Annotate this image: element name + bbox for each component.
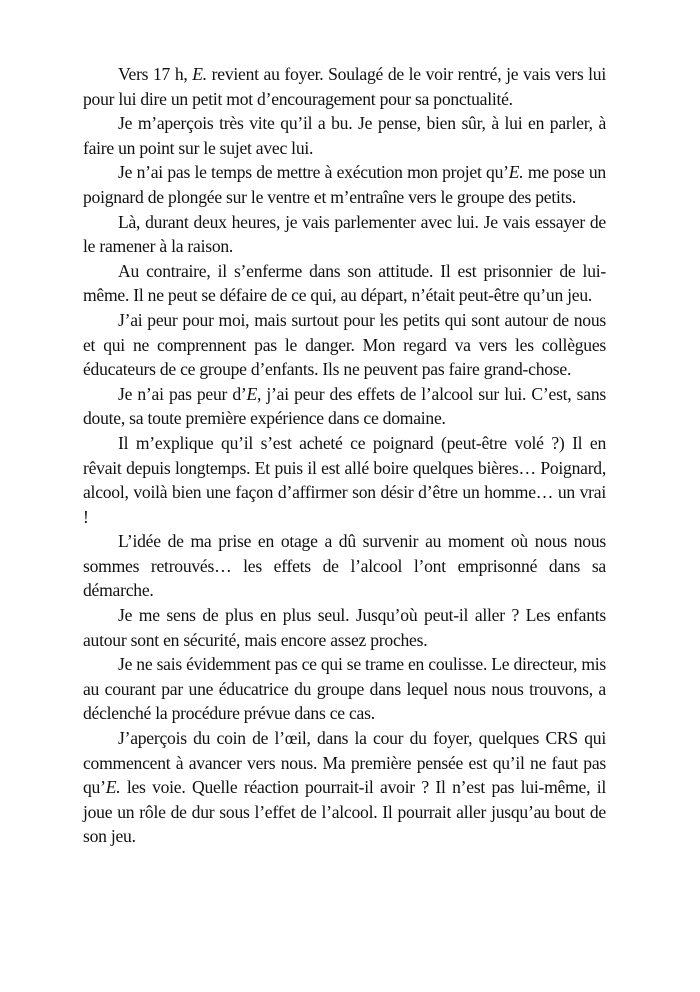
paragraph (83, 111, 606, 160)
italic-name-text: E. (508, 162, 524, 183)
paragraph (83, 210, 606, 259)
paragraph-text: revient au foyer. Soulagé de le voir rentré, je vais vers lui pour lui dire un petit mot d’encouragement pour sa ponctualité. (83, 64, 606, 109)
italic-name-text: E. (192, 64, 207, 84)
paragraph-text: Là, durant deux heures, je vais parlementer avec lui. Je vais essayer de le ramener à la raison. (83, 211, 606, 257)
paragraph-text: Je n’ai pas le temps de mettre à exécution mon projet qu’ (118, 162, 509, 183)
paragraph-text: Il m’explique qu’il s’est acheté ce poignard (peut-être volé ?) Il en rêvait depuis longtemps. Et puis il est allé boire quelques bières… Poignard, alcool, voilà bien une façon d’affirmer son désir d’être un homme… un vrai ! (83, 432, 606, 527)
paragraph (83, 529, 606, 603)
paragraph (83, 308, 606, 382)
paragraph-text: Au contraire, il s’enferme dans son attitude. Il est prisonnier de lui-même. Il ne peut se défaire de ce qui, au départ, n’était peut-être qu’un jeu. (83, 260, 606, 306)
paragraph (83, 382, 606, 431)
paragraph-text: J’ai peur pour moi, mais surtout pour les petits qui sont autour de nous et qui ne comprennent pas le danger. Mon regard va vers les collègues éducateurs de ce groupe d’enfants. Ils ne peuvent pas faire grand-chose. (83, 309, 606, 380)
paragraph (83, 652, 606, 726)
paragraph (83, 726, 606, 849)
paragraph-text: L’idée de ma prise en otage a dû survenir au moment où nous nous sommes retrouvés… les effets de l’alcool l’ont emprisonné dans sa démarche. (83, 531, 606, 601)
paragraph-text: , j’ai peur des effets de l’alcool sur lui. C’est, sans doute, sa toute première expérience dans ce domaine. (83, 383, 606, 429)
paragraph (83, 160, 606, 209)
paragraph-text: J’aperçois du coin de l’œil, dans la cour du foyer, quelques CRS qui commencent à avancer vers nous. Ma première pensée est qu’il ne faut pas qu’ (83, 728, 606, 798)
paragraph-text: Je me sens de plus en plus seul. Jusqu’où peut-il aller ? Les enfants autour sont en sécurité, mais encore assez proches. (83, 605, 606, 650)
paragraph-text: les voie. Quelle réaction pourrait-il avoir ? Il n’est pas lui-même, il joue un rôle de dur sous l’effet de l’alcool. Il pourrait aller jusqu’au bout de son jeu. (83, 777, 606, 847)
paragraph (83, 603, 606, 652)
italic-name-text: E (246, 383, 258, 404)
paragraph (83, 431, 606, 529)
paragraph (83, 259, 606, 308)
paragraph-text: Vers 17 h, (118, 64, 193, 84)
book-page-text (83, 62, 606, 849)
paragraph-text: Je m’aperçois très vite qu’il a bu. Je pense, bien sûr, à lui en parler, à faire un point sur le sujet avec lui. (83, 113, 606, 158)
paragraph-text: me pose un poignard de plongée sur le ventre et m’entraîne vers le groupe des petits. (83, 162, 606, 207)
paragraph (83, 62, 606, 111)
paragraph-text: Je n’ai pas peur d’ (118, 383, 247, 404)
italic-name-text: E. (105, 777, 121, 798)
paragraph-text: Je ne sais évidemment pas ce qui se trame en coulisse. Le directeur, mis au courant par une éducatrice du groupe dans lequel nous nous trouvons, a déclenché la procédure prévue dans ce cas. (83, 654, 606, 724)
